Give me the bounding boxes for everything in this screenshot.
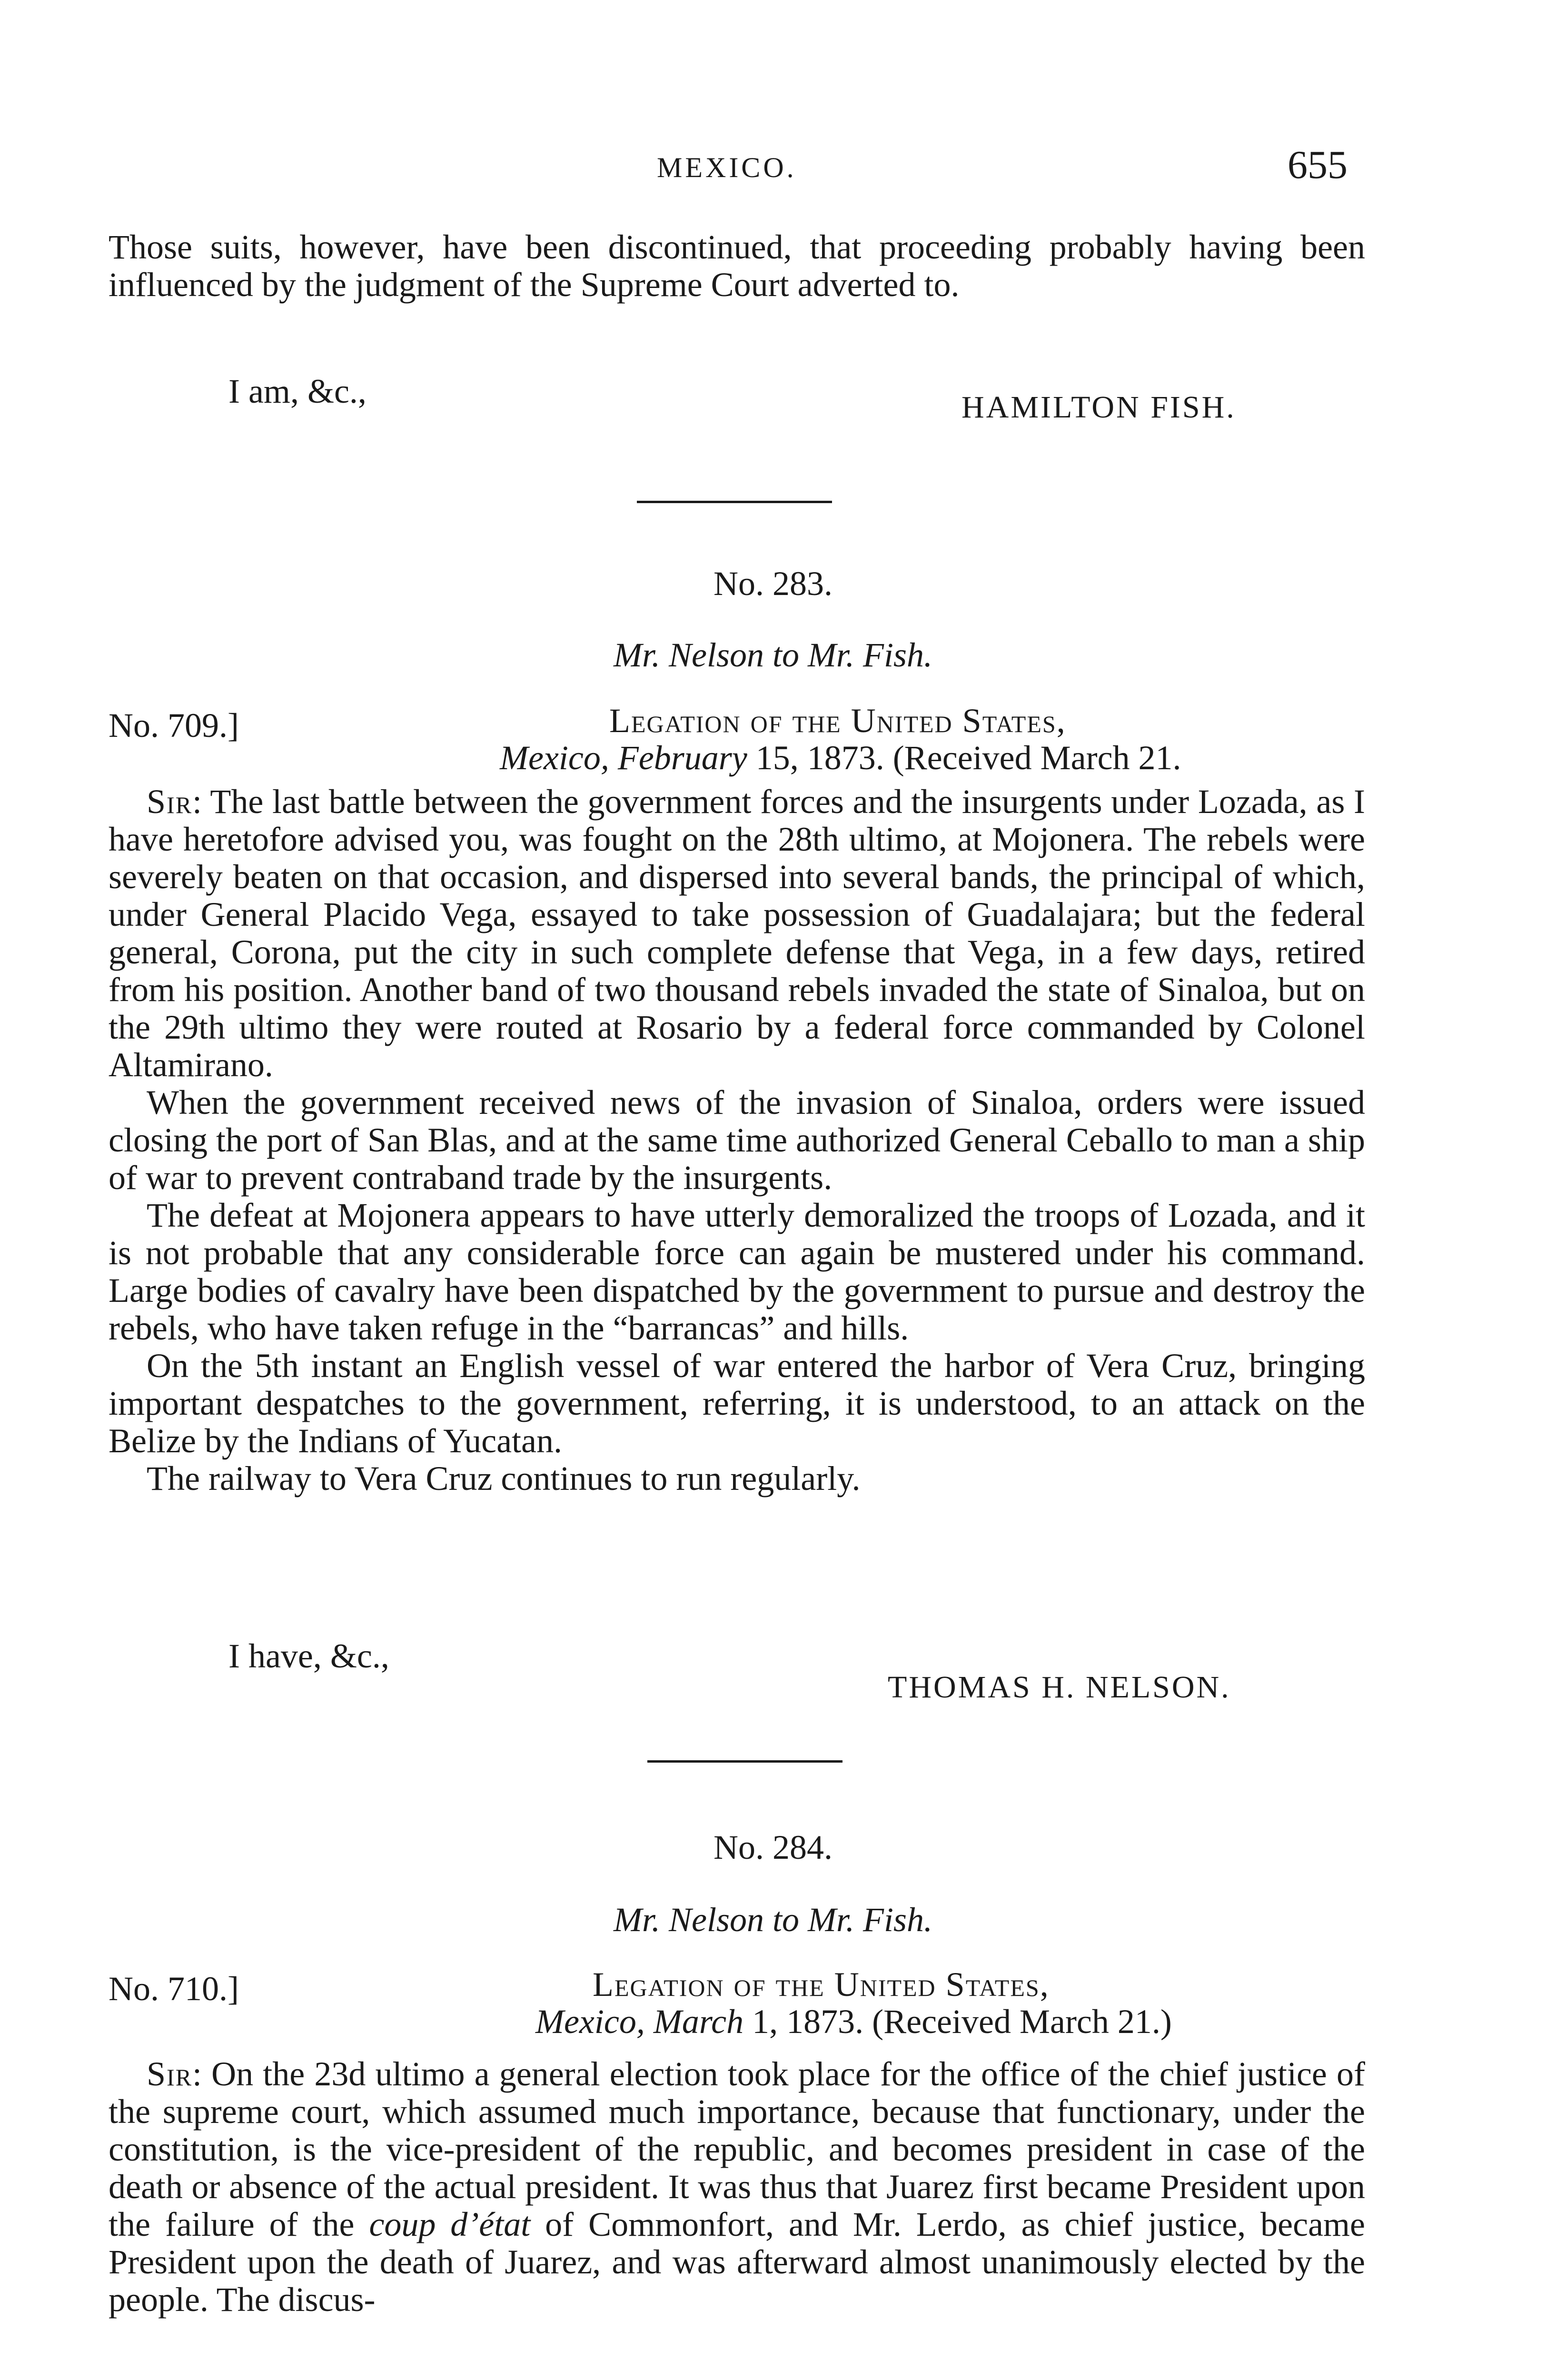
continuation-text: Those suits, however, have been discontinued, that proceeding probably having been influenced by the judgment of the Supreme Court adverted to. xyxy=(109,228,1365,304)
doc-283-received: (Received March 21. xyxy=(892,739,1181,777)
doc-284-salutation: Sir xyxy=(147,2055,193,2093)
doc-283-paragraph: The railway to Vera Cruz continues to run regularly. xyxy=(147,1459,861,1497)
doc-283-dispatch-number: No. 709.] xyxy=(109,706,239,744)
doc-283-paragraph: The defeat at Mojonera appears to have utterly demoralized the troops of Lozada, and it is not probable that any considerable force can again be mustered under his command. Large bodies of cavalry have been dispatched by the government to pursue and destroy the rebels, who have taken refuge in the “barrancas” and hills. xyxy=(109,1196,1365,1347)
page-number: 655 xyxy=(1288,143,1348,187)
section-divider xyxy=(637,501,832,503)
continuation-closing: I am, &c., xyxy=(228,372,367,410)
doc-283-salutation: Sir xyxy=(147,783,193,821)
doc-283-paragraph: When the government received news of the invasion of Sinaloa, orders were issued closing the port of San Blas, and at the same time authorized General Ceballo to man a ship of war to prevent contraband trade by the insurgents. xyxy=(109,1083,1365,1197)
doc-284-text-part-1: : On the 23d ultimo a general election took place for the office of the chief justice of the supreme court, which assumed much importance, because that functionary, under the constitution, is the vice-president of the republic, and becomes president in case of the death or absence of the actual president. It was thus that Juarez first became President upon the failure of the xyxy=(109,2055,1365,2243)
section-divider xyxy=(647,1760,842,1763)
doc-283-date: 15, 1873. xyxy=(755,739,884,777)
doc-284-dispatch-number: No. 710.] xyxy=(109,1970,239,2008)
doc-284-body xyxy=(109,2055,1365,2319)
doc-283-paragraph xyxy=(109,783,1365,1084)
doc-283-signature: THOMAS H. NELSON. xyxy=(888,1670,1231,1705)
continuation-signature: HAMILTON FISH. xyxy=(961,390,1236,425)
doc-283-place-date: Mexico, February xyxy=(500,739,747,777)
doc-284-legation-text: Legation of the United States, xyxy=(593,1965,1050,2003)
doc-284-heading: Mr. Nelson to Mr. Fish. xyxy=(613,1901,933,1939)
doc-284-text-part-2: of Commonfort, and Mr. Lerdo, as chief justice, became President upon the death of Juarez, and was afterward almost unanimously elected by the people. The discus- xyxy=(109,2205,1365,2319)
continuation-paragraph xyxy=(109,228,1365,304)
running-head: MEXICO. xyxy=(657,152,797,183)
doc-284-number: No. 284. xyxy=(714,1828,832,1866)
doc-283-closing: I have, &c., xyxy=(228,1637,389,1675)
doc-283-heading: Mr. Nelson to Mr. Fish. xyxy=(613,636,933,674)
doc-283-body xyxy=(109,783,1365,1497)
doc-284-date: 1, 1873. xyxy=(752,2003,864,2041)
doc-283-legation xyxy=(609,702,1066,739)
doc-284-received: (Received March 21.) xyxy=(872,2003,1172,2041)
doc-283-paragraph-text: : The last battle between the government forces and the insurgents under Lozada, as I have heretofore advised you, was fought on the 28th ultimo, at Mojonera. The rebels were severely beaten on that occasion, and dispersed into several bands, the principal of which, under General Placido Vega, essayed to take possession of Guadalajara; but the federal general, Corona, put the city in such complete defense that Vega, in a few days, retired from his position. Another band of two thousand rebels invaded the state of Sinaloa, but on the 29th ultimo they were routed at Rosario by a federal force commanded by Colonel Altamirano. xyxy=(109,783,1365,1084)
doc-283-paragraph: On the 5th instant an English vessel of war entered the harbor of Vera Cruz, bringing important despatches to the government, referring, it is understood, to an attack on the Belize by the Indians of Yucatan. xyxy=(109,1347,1365,1460)
doc-283-number: No. 283. xyxy=(714,565,832,603)
doc-283-legation-text: Legation of the United States, xyxy=(609,702,1066,740)
doc-283-dateline xyxy=(500,739,1181,776)
doc-284-place-date: Mexico, March xyxy=(535,2003,744,2041)
doc-284-legation xyxy=(593,1966,1050,2003)
doc-284-paragraph xyxy=(109,2055,1365,2319)
doc-284-italic-phrase: coup d’état xyxy=(369,2205,531,2243)
doc-284-dateline xyxy=(535,2003,1172,2040)
